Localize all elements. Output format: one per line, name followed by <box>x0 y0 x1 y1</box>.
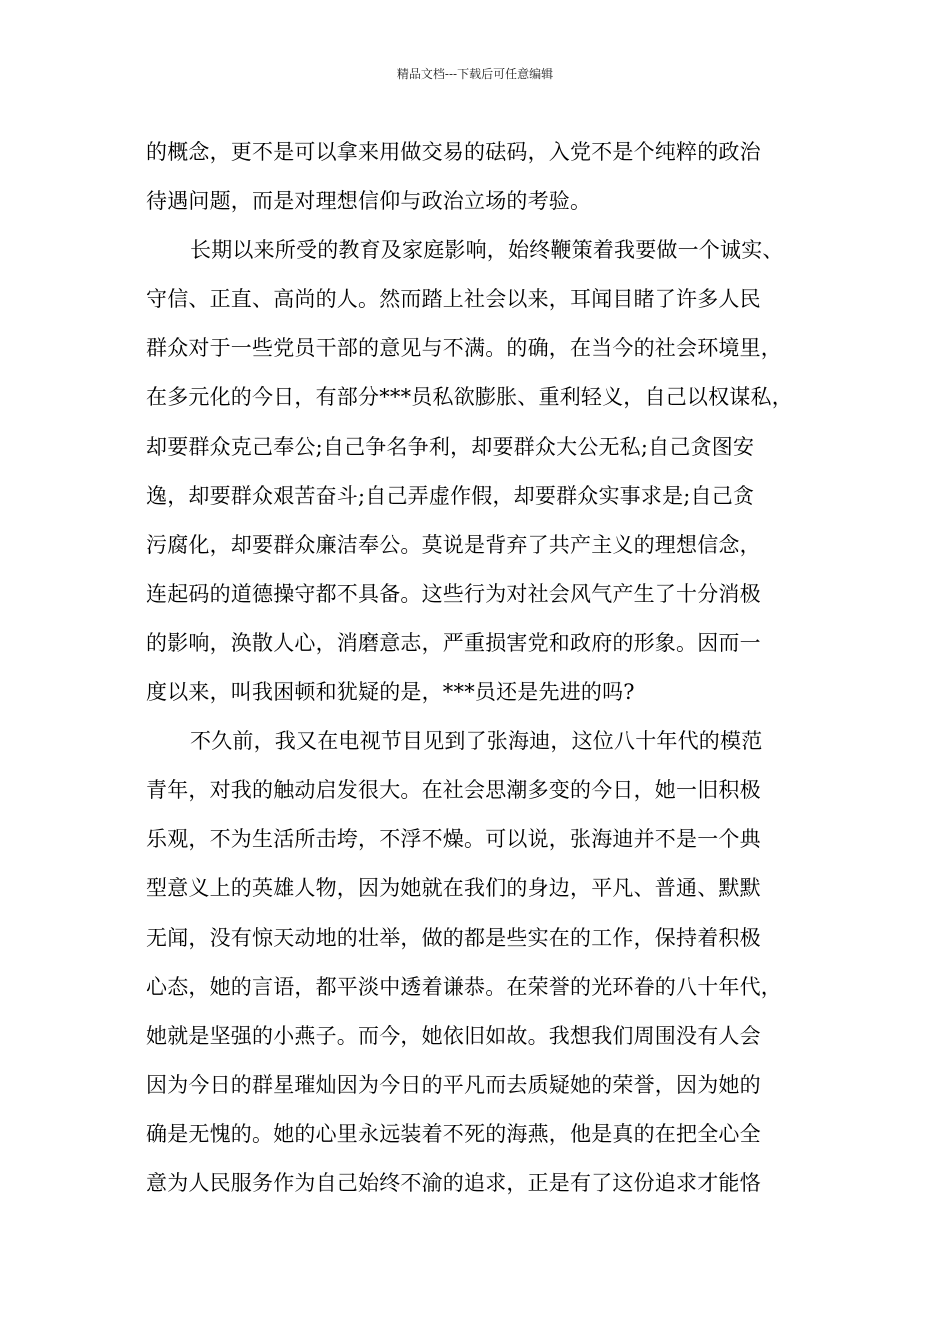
text-line: 在多元化的今日，有部分***员私欲膨胀、重利轻义，自己以权谋私， <box>146 385 793 410</box>
paragraph-first-line: 长期以来所受的教育及家庭影响，始终鞭策着我要做一个诚实、 <box>190 238 784 263</box>
text-line: 群众对于一些党员干部的意见与不满。的确，在当今的社会环境里， <box>146 336 782 361</box>
text-line: 的影响，涣散人心，消磨意志，严重损害党和政府的形象。因而一 <box>146 630 761 655</box>
text-line: 连起码的道德操守都不具备。这些行为对社会风气产生了十分消极 <box>146 581 761 606</box>
text-line: 确是无愧的。她的心里永远装着不死的海燕，他是真的在把全心全 <box>146 1121 761 1146</box>
text-line: 意为人民服务作为自己始终不渝的追求，正是有了这份追求才能恪 <box>146 1170 761 1195</box>
text-line: 逸，却要群众艰苦奋斗;自己弄虚作假，却要群众实事求是;自己贪 <box>146 483 755 508</box>
text-line: 型意义上的英雄人物，因为她就在我们的身边，平凡、普通、默默 <box>146 876 761 901</box>
document-body <box>146 128 820 1208</box>
text-line: 乐观，不为生活所击垮，不浮不燥。可以说，张海迪并不是一个典 <box>146 827 761 852</box>
text-line: 无闻，没有惊天动地的壮举，做的都是些实在的工作，保持着积极 <box>146 925 761 950</box>
text-line: 污腐化，却要群众廉洁奉公。莫说是背弃了共产主义的理想信念， <box>146 532 761 557</box>
text-line: 的概念，更不是可以拿来用做交易的砝码，入党不是个纯粹的政治 <box>146 140 761 164</box>
paragraph-first-line: 不久前，我又在电视节目见到了张海迪，这位八十年代的模范 <box>190 729 763 754</box>
text-line: 度以来，叫我困顿和犹疑的是，***员还是先进的吗? <box>146 680 635 705</box>
text-line: 却要群众克己奉公;自己争名争利，却要群众大公无私;自己贪图安 <box>146 434 755 459</box>
text-line: 待遇问题，而是对理想信仰与政治立场的考验。 <box>146 189 592 214</box>
text-line: 心态，她的言语，都平淡中透着谦恭。在荣誉的光环眷的八十年代， <box>146 974 782 999</box>
text-line: 守信、正直、高尚的人。然而踏上社会以来，耳闻目睹了许多人民 <box>146 287 761 312</box>
page-header: 精品文档---下载后可任意编辑 <box>396 67 554 81</box>
text-line: 青年，对我的触动启发很大。在社会思潮多变的今日，她一旧积极 <box>146 778 761 803</box>
text-line: 因为今日的群星璀灿因为今日的平凡而去质疑她的荣誉，因为她的 <box>146 1072 761 1097</box>
text-line: 她就是坚强的小燕子。而今，她依旧如故。我想我们周围没有人会 <box>146 1023 761 1048</box>
